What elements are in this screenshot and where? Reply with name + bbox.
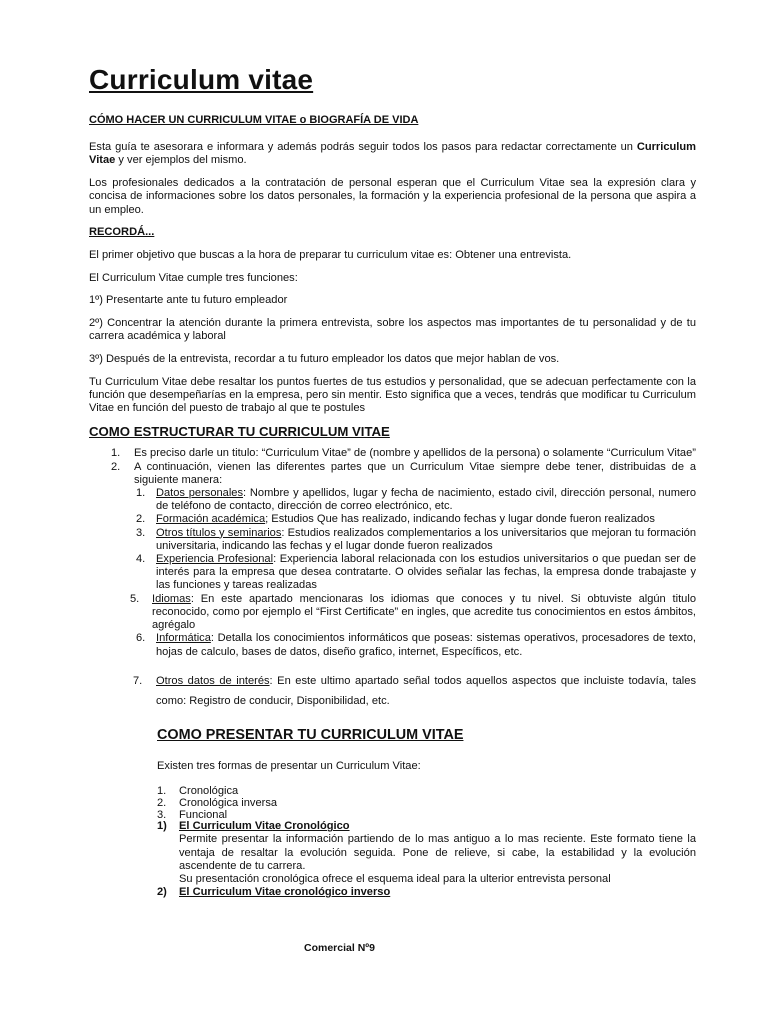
section-item-6: 6. Informática: Detalla los conocimientos informáticos que poseas: sistemas operativos, procesadores de texto, hojas de calculo, bases de datos, diseño grafico, internet, Específicos, etc. (136, 632, 696, 658)
function-3: 3º) Después de la entrevista, recordar a tu futuro empleador los datos que mejor hablan de vos. (89, 352, 560, 365)
section-item-2: 2. Formación académica; Estudios Que has realizado, indicando fechas y lugar donde fueron realizados (136, 513, 655, 526)
intro-paragraph-3: El primer objetivo que buscas a la hora de preparar tu curriculum vitae es: Obtener una entrevista. (89, 248, 572, 261)
presentar-intro: Existen tres formas de presentar un Curriculum Vitae: (157, 759, 421, 772)
structure-item-2: 2. A continuación, vienen las diferentes partes que un Curriculum Vitae siempre debe tener, distribuidas de a siguiente manera: (111, 460, 696, 486)
section-item-4: 4. Experiencia Profesional: Experiencia laboral relacionada con los estudios universitarios o que puedan ser de interés para la empresa que desea contratarte. O olvides señalar las fechas, la empresa donde trabajaste y las funciones y tareas realizadas (136, 553, 696, 592)
intro-paragraph-5: Tu Curriculum Vitae debe resaltar los puntos fuertes de tus estudios y personalidad, que se adecuan perfectamente con la función que desempeñarías en la empresa, pero sin mentir. Esto significa que a veces, tendrás que modificar tu Curriculum Vitae en función del puesto de trabajo al que te postules (89, 375, 696, 415)
page-footer: Comercial Nº9 (304, 942, 375, 954)
document-subtitle: CÓMO HACER UN CURRICULUM VITAE o BIOGRAFÍA DE VIDA (89, 114, 419, 126)
cv-cronologico-section: 1) El Curriculum Vitae Cronológico Permite presentar la información partiendo de lo mas antiguo a lo mas reciente. Este formato tiene la ventaja de resaltar la evolución seguida. Pone de relieve, si cabe, la estabilidad y la evolución ascendente de tu carrera. Su presentación cronológica ofrece el esquema ideal para la ulterior entrevista personal (157, 820, 696, 886)
intro-paragraph-2: Los profesionales dedicados a la contratación de personal esperan que el Curriculum Vitae sea la expresión clara y concisa de informaciones sobre los datos personales, la formación y la experiencia profesional de la persona que aspira a un empleo. (89, 177, 696, 216)
cv-cronologico-inverso-section: 2) El Curriculum Vitae cronológico inverso (157, 886, 391, 899)
presentation-form-2: 2. Cronológica inversa (157, 796, 278, 809)
intro-paragraph-4: El Curriculum Vitae cumple tres funciones: (89, 271, 298, 284)
function-1: 1º) Presentarte ante tu futuro empleador (89, 294, 288, 307)
heading-estructurar: COMO ESTRUCTURAR TU CURRICULUM VITAE (89, 423, 390, 439)
section-item-5: 5. Idiomas: En este apartado mencionaras los idiomas que conoces y tu nivel. Si obtuviste algún titulo reconocido, como por ejemplo el “First Certificate” en ingles, que acredite tus conocimientos en estos ámbitos, agrégalo (130, 592, 696, 632)
intro-paragraph-1: Esta guía te asesorara e informara y además podrás seguir todos los pasos para redactar correctamente un Curriculum Vitae y ver ejemplos del mismo. (89, 141, 696, 167)
section-item-7: 7. Otros datos de interés: En este ultimo apartado señal todos aquellos aspectos que incluiste todavía, tales como: Registro de conducir, Disponibilidad, etc. (133, 674, 696, 707)
document-title: Curriculum vitae (89, 64, 314, 95)
recorda-label: RECORDÁ... (89, 226, 155, 239)
presentation-form-1: 1. Cronológica (157, 785, 239, 798)
presentar-section (89, 726, 696, 900)
section-item-1: 1. Datos personales: Nombre y apellidos, lugar y fecha de nacimiento, estado civil, dirección personal, numero de teléfono de contacto, dirección de correo electrónico, etc. (136, 487, 696, 513)
document-body (89, 114, 696, 899)
structure-item-1: 1. Es preciso darle un titulo: “Curriculum Vitae” de (nombre y apellidos de la persona) o solamente “Curriculum Vitae” (111, 447, 696, 460)
heading-presentar: COMO PRESENTAR TU CURRICULUM VITAE (157, 726, 464, 743)
function-2: 2º) Concentrar la atención durante la primera entrevista, sobre los aspectos mas importantes de tu personalidad y de tu carrera académica y laboral (89, 317, 696, 343)
presentation-form-3: 3. Funcional (157, 808, 228, 821)
section-item-3: 3. Otros títulos y seminarios: Estudios realizados complementarios a los universitarios que mejoran tu formación universitaria, indicando las fechas y el lugar donde fueron realizados (136, 526, 696, 552)
